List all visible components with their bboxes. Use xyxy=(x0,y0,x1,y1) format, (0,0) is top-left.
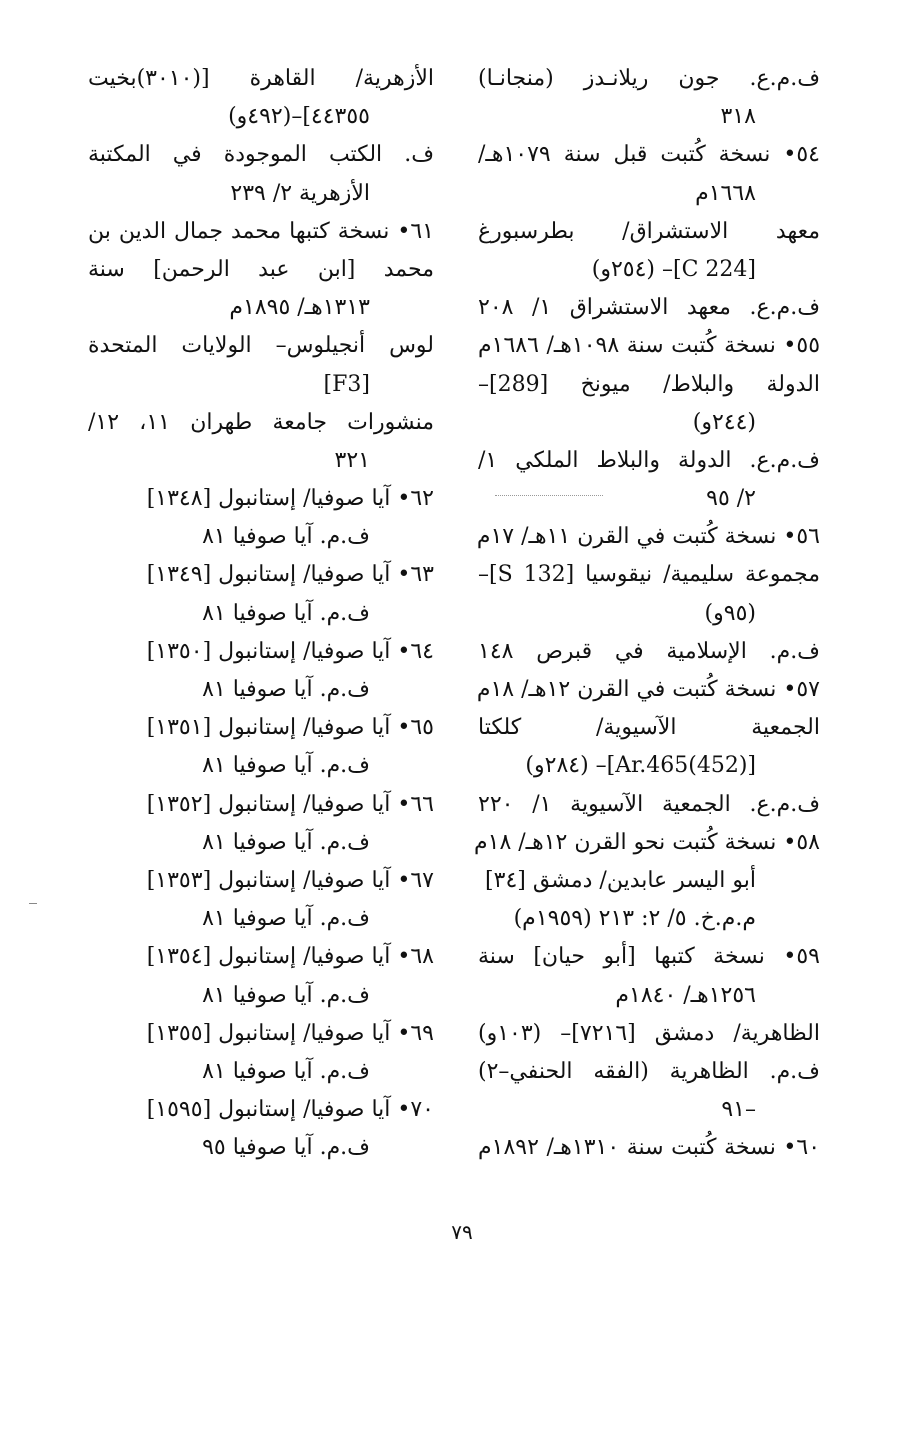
text-line: ف.م.ع. الدولة والبلاط الملكي ١/ xyxy=(478,447,820,473)
text-line: ٦٧• آيا صوفيا/ إستانبول [١٣٥٣] xyxy=(146,867,434,893)
text-line: منشورات جامعة طهران ١١، ١٢/ xyxy=(88,409,434,435)
right-column xyxy=(474,60,821,1167)
text-line: ف.م. آيا صوفيا ٨١ xyxy=(202,1058,370,1084)
text-line: ف.م. الظاهرية (الفقه الحنفي–٢) xyxy=(478,1058,820,1084)
text-line: الجمعية الآسيوية/ كلكتا xyxy=(478,715,820,741)
text-line: –٩١ xyxy=(721,1097,756,1123)
text-line: ٣١٨ xyxy=(720,104,756,130)
text-line: أبو اليسر عابدين/ دمشق [٣٤] xyxy=(485,867,756,893)
text-line: ٥٩• نسخة كتبها [أبو حيان] سنة xyxy=(478,944,820,970)
text-line: ف.م.ع. جون ريلانـدز (منجانـا) xyxy=(478,66,820,91)
text-line: ٦٠• نسخة كُتبت سنة ١٣١٠هـ/ ١٨٩٢م xyxy=(478,1135,821,1161)
text-line: ٦٤• آيا صوفيا/ إستانبول [١٣٥٠] xyxy=(146,638,434,664)
stray-mark xyxy=(29,903,37,904)
text-line: ف.م. آيا صوفيا ٨١ xyxy=(202,600,370,626)
text-line: ١٦٦٨م xyxy=(695,180,756,206)
text-line: ٥٨• نسخة كُتبت نحو القرن ١٢هـ/ ١٨م xyxy=(474,829,820,855)
text-line: الظاهرية/ دمشق [٧٢١٦]– (١٠٣و) xyxy=(478,1020,820,1046)
text-line: ف. الكتب الموجودة في المكتبة xyxy=(88,142,434,168)
text-line: محمد [ابن عبد الرحمن] سنة xyxy=(88,256,434,282)
text-line: ف.م. آيا صوفيا ٨١ xyxy=(202,524,370,550)
text-line: ف.م. آيا صوفيا ٨١ xyxy=(202,982,370,1008)
text-line: ٦٩• آيا صوفيا/ إستانبول [١٣٥٥] xyxy=(146,1020,434,1046)
text-line: معهد الاستشراق/ بطرسبورغ xyxy=(478,218,820,244)
text-line: لوس أنجيلوس– الولايات المتحدة xyxy=(88,333,434,359)
text-line: ١٢٥٦هـ/ ١٨٤٠م xyxy=(615,982,756,1008)
text-line: ٦٨• آيا صوفيا/ إستانبول [١٣٥٤] xyxy=(146,944,434,970)
left-column xyxy=(88,60,434,1167)
text-line: ١٣١٣هـ/ ١٨٩٥م xyxy=(229,295,370,321)
text-line: الأزهرية ٢/ ٢٣٩ xyxy=(230,180,370,206)
text-line: ف.م. الإسلامية في قبرص ١٤٨ xyxy=(478,638,820,664)
text-line: ٥٦• نسخة كُتبت في القرن ١١هـ/ ١٧م xyxy=(476,524,820,550)
text-line: الدولة والبلاط/ ميونخ [289]– xyxy=(478,371,820,397)
page-number: ٧٩ xyxy=(451,1220,473,1244)
text-line: (٢٤٤و) xyxy=(692,409,756,435)
text-line: ٦١• نسخة كتبها محمد جمال الدين بن xyxy=(88,218,434,244)
faint-rule xyxy=(495,495,603,496)
text-line: ٦٢• آيا صوفيا/ إستانبول [١٣٤٨] xyxy=(146,486,434,512)
text-line: م.م.خ. ٥/ ٢: ٢١٣ (١٩٥٩م) xyxy=(513,906,756,932)
text-line: ف.م. آيا صوفيا ٨١ xyxy=(202,677,370,702)
text-line: ٥٥• نسخة كُتبت سنة ١٠٩٨هـ/ ١٦٨٦م xyxy=(478,333,821,359)
text-line: ٥٤• نسخة كُتبت قبل سنة ١٠٧٩هـ/ xyxy=(478,142,820,168)
text-line: ف.م. آيا صوفيا ٨١ xyxy=(202,906,370,932)
text-line: الأزهرية/ القاهرة [(٣٠١٠)بخيت xyxy=(88,66,434,91)
text-line: ٦٥• آيا صوفيا/ إستانبول [١٣٥١] xyxy=(146,715,434,741)
text-line: ٧٠• آيا صوفيا/ إستانبول [١٥٩٥] xyxy=(146,1097,434,1123)
text-line: ٢/ ٩٥ xyxy=(706,486,756,512)
text-line: ف.م. آيا صوفيا ٨١ xyxy=(202,753,370,779)
text-line: [(452)Ar.465]– (٢٨٤و) xyxy=(525,753,756,779)
text-line: ف.م. آيا صوفيا ٨١ xyxy=(202,829,370,855)
text-line: ٣٢١ xyxy=(334,447,370,473)
text-line: ف.م. آيا صوفيا ٩٥ xyxy=(202,1135,370,1161)
text-line: ٥٧• نسخة كُتبت في القرن ١٢هـ/ ١٨م xyxy=(476,677,820,702)
text-line: ف.م.ع. الجمعية الآسيوية ١/ ٢٢٠ xyxy=(478,791,820,817)
text-line: ٤٤٣٥٥]–(٤٩٢و) xyxy=(228,104,370,130)
text-line: ف.م.ع. معهد الاستشراق ١/ ٢٠٨ xyxy=(478,295,821,321)
text-line: ٦٦• آيا صوفيا/ إستانبول [١٣٥٢] xyxy=(146,791,434,817)
text-line: [C 224]– (٢٥٤و) xyxy=(591,256,756,282)
text-line: مجموعة سليمية/ نيقوسيا [S 132]– xyxy=(478,562,820,588)
text-line: (٩٥و) xyxy=(704,600,756,626)
text-line: ٦٣• آيا صوفيا/ إستانبول [١٣٤٩] xyxy=(146,562,434,588)
text-line: [F3] xyxy=(323,371,370,397)
